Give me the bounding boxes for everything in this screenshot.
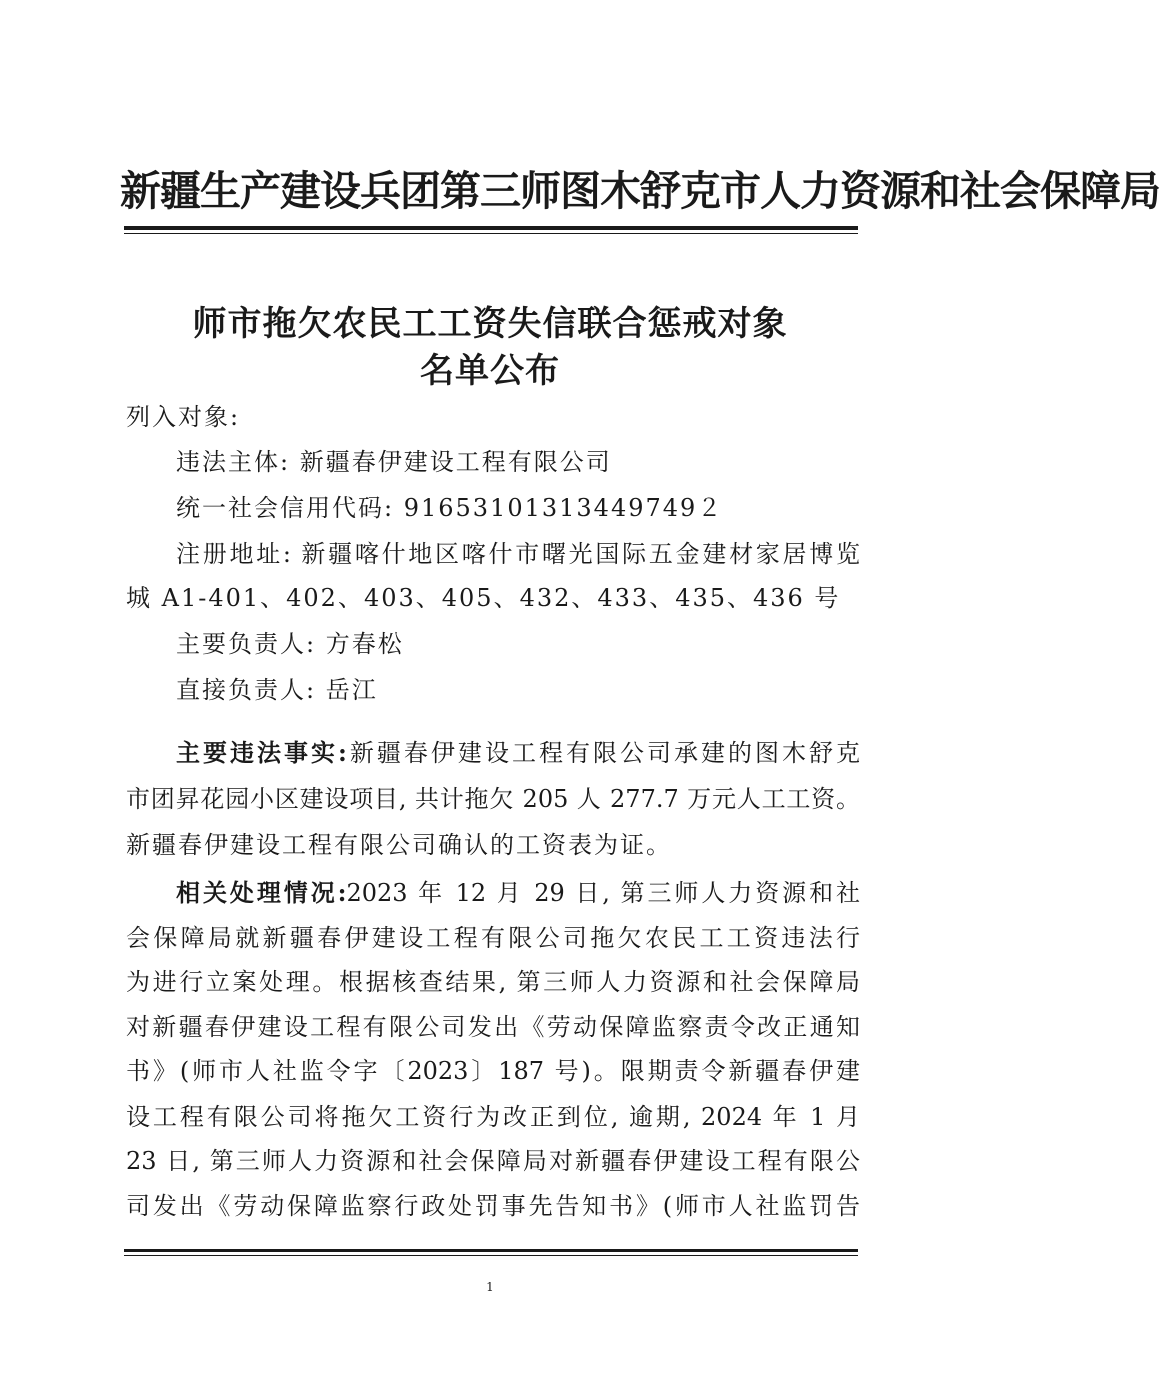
document-title-line1: 师市拖欠农民工工资失信联合惩戒对象 [192,304,788,344]
listed-subject-intro: 列入对象: [126,403,241,431]
main-person-line: 主要负责人: 方春松 [176,630,404,658]
direct-person-line: 直接负责人: 岳江 [176,676,378,704]
credit-code-line: 统一社会信用代码: 91653101313449749２ [176,494,724,522]
footer-rule-thick [124,1249,858,1252]
address-line1: 注册地址: 新疆喀什地区喀什市曙光国际五金建材家居博览 [176,540,860,568]
address-line2: 城 A1-401、402、403、405、432、433、435、436 号 [126,584,841,612]
handling-line1 [176,873,860,908]
facts-line3: 新疆春伊建设工程有限公司确认的工资表为证。 [126,831,672,859]
handling-line2: 会保障局就新疆春伊建设工程有限公司拖欠农民工工资违法行 [126,924,860,952]
facts-text-line1: 新疆春伊建设工程有限公司承建的图木舒克 [346,739,861,767]
document-title-line2: 名单公布 [420,351,560,391]
header-rule-thin [124,233,858,234]
violator-line: 违法主体: 新疆春伊建设工程有限公司 [176,448,612,476]
page-number: 1 [486,1280,494,1294]
handling-line5: 书》(师市人社监令字〔2023〕187 号)。限期责令新疆春伊建 [126,1057,860,1085]
handling-line4: 对新疆春伊建设工程有限公司发出《劳动保障监察责令改正通知 [126,1013,860,1041]
facts-line2: 市团昇花园小区建设项目, 共计拖欠 205 人 277.7 万元人工工资。 [126,785,860,813]
handling-text-line1: 2023 年 12 月 29 日, 第三师人力资源和社 [346,879,861,907]
header-rule-thick [124,226,858,230]
handling-line6: 设工程有限公司将拖欠工资行为改正到位, 逾期, 2024 年 1 月 [126,1103,860,1131]
organization-header: 新疆生产建设兵团第三师图木舒克市人力资源和社会保障局 [120,167,1160,215]
handling-line7: 23 日, 第三师人力资源和社会保障局对新疆春伊建设工程有限公 [126,1147,860,1175]
handling-line3: 为进行立案处理。根据核查结果, 第三师人力资源和社会保障局 [126,968,860,996]
footer-rule-thin [124,1255,858,1256]
handling-label: 相关处理情况: [176,878,347,907]
facts-label: 主要违法事实: [176,738,347,767]
handling-line8: 司发出《劳动保障监察行政处罚事先告知书》(师市人社监罚告 [126,1192,860,1220]
facts-line1 [176,733,860,768]
